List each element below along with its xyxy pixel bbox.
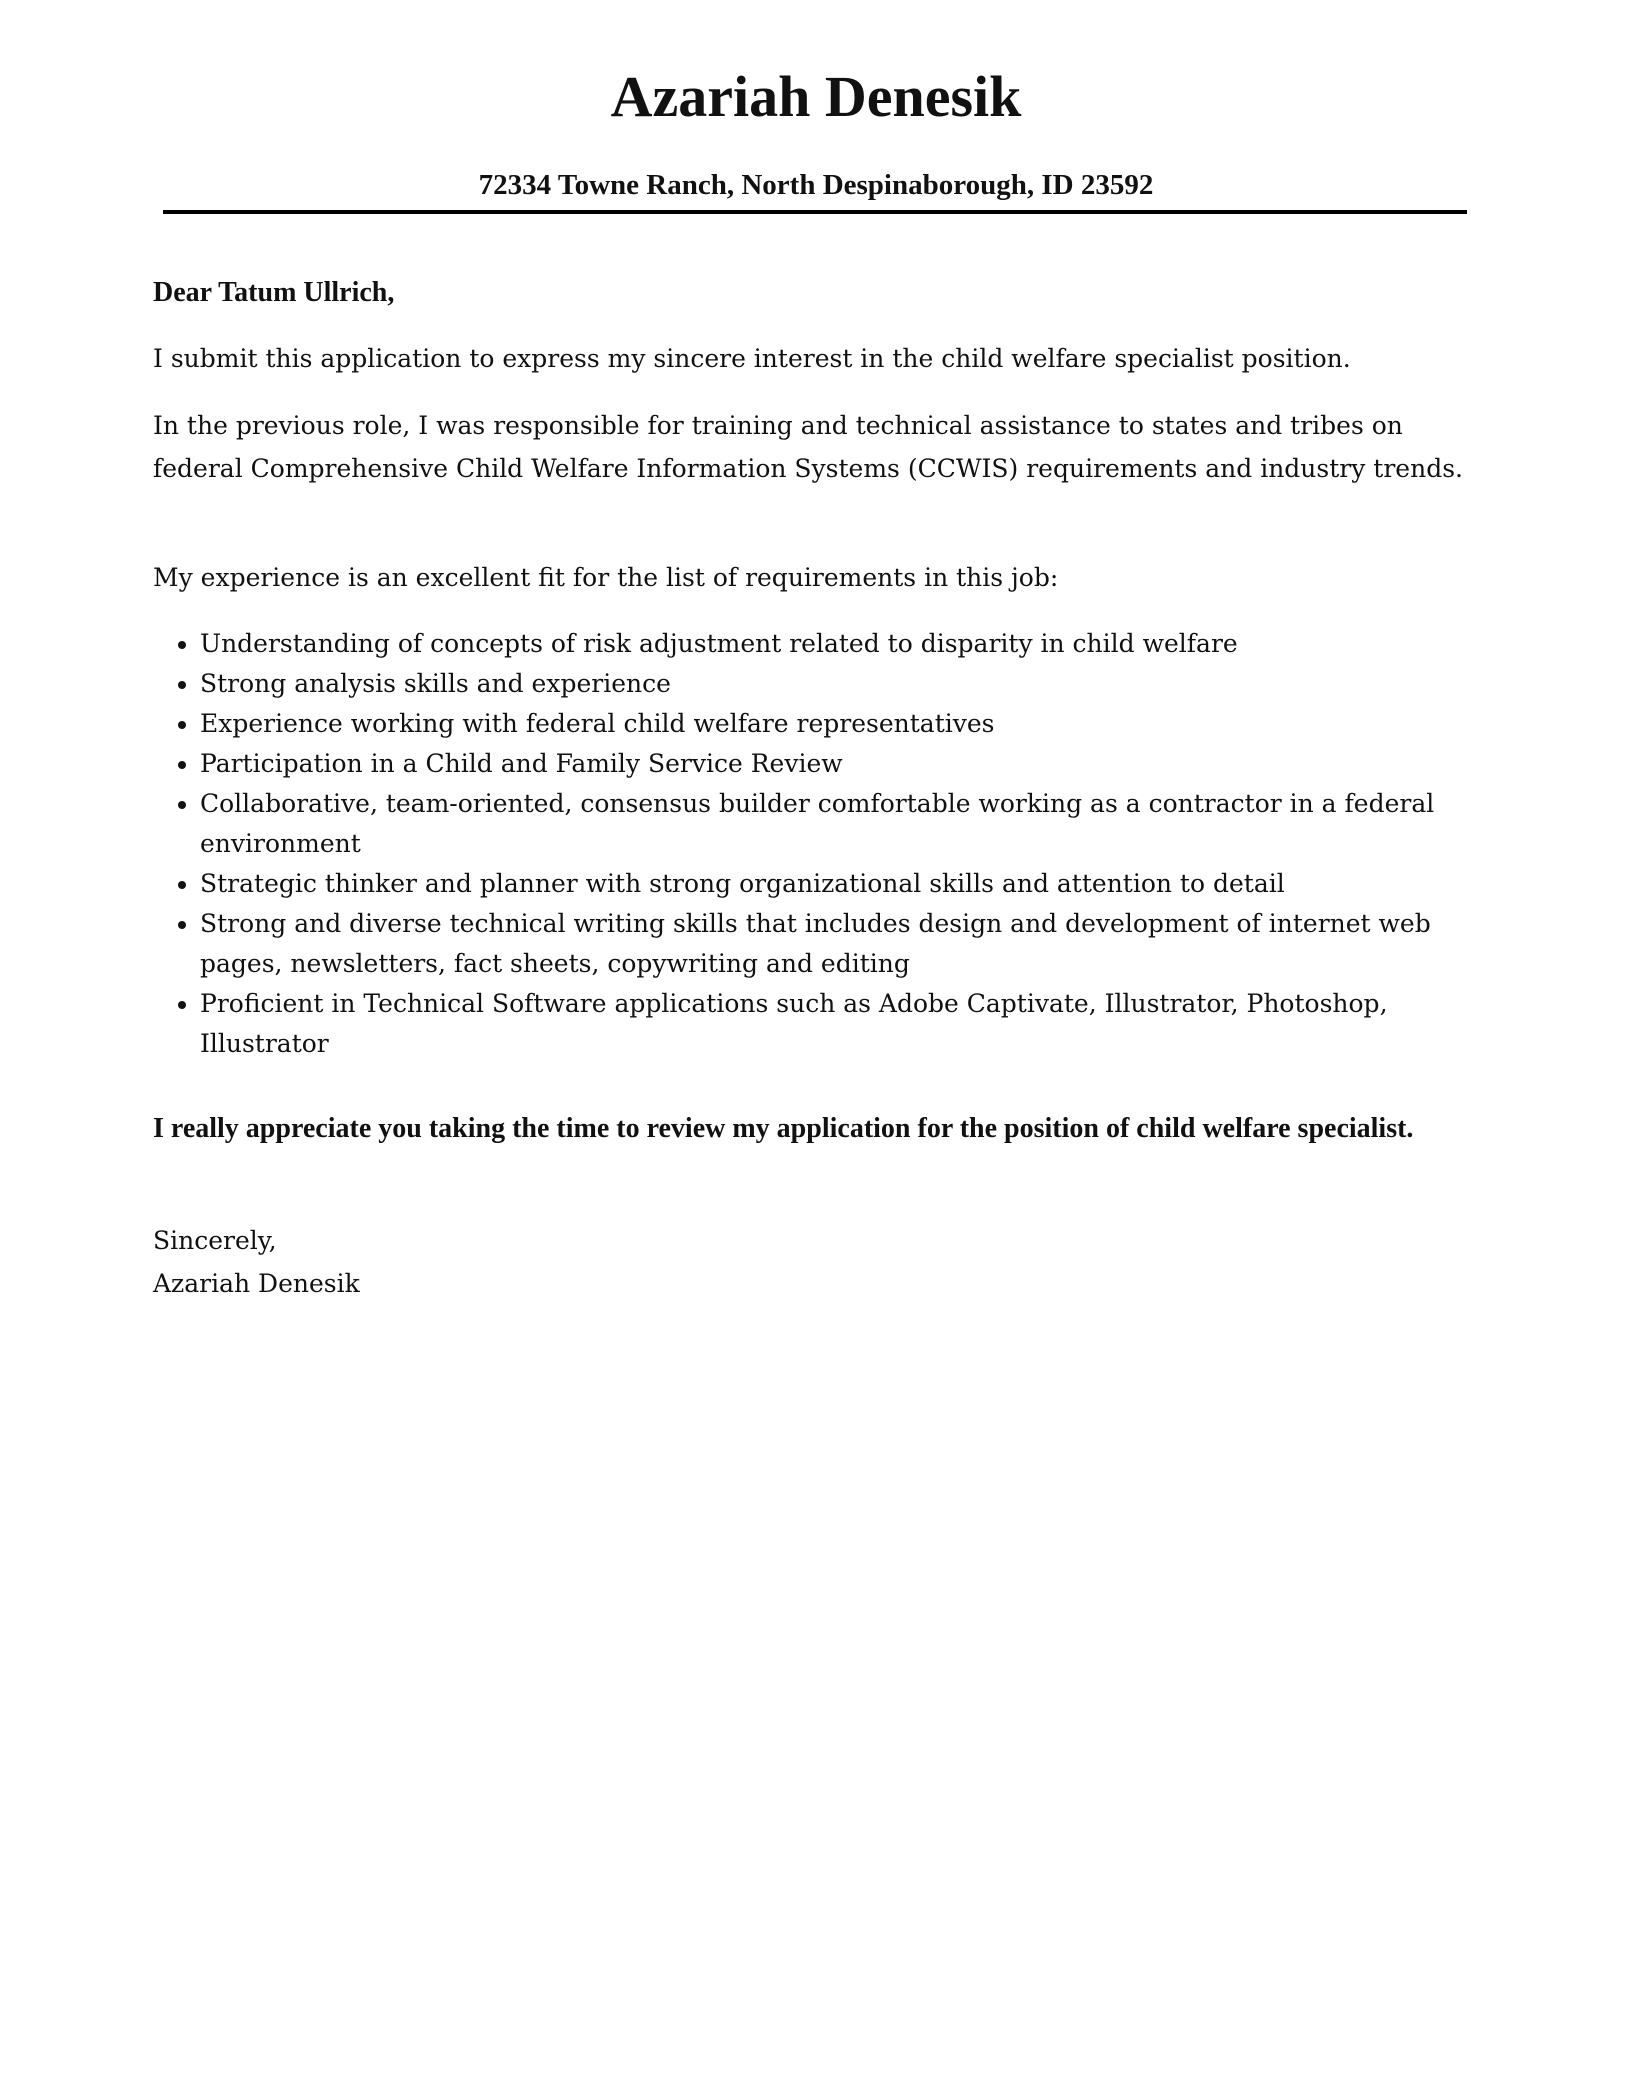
list-item: • Understanding of concepts of risk adjustment related to disparity in child welfare xyxy=(200,624,1483,664)
salutation: Dear Tatum Ullrich, xyxy=(153,277,395,308)
header-divider xyxy=(163,210,1467,214)
intro-paragraph: I submit this application to express my sincere interest in the child welfare specialist position. xyxy=(153,344,1351,373)
requirements-intro: My experience is an excellent fit for the list of requirements in this job: xyxy=(153,563,1059,592)
list-item: • Experience working with federal child welfare representatives xyxy=(200,704,1483,744)
applicant-name: Azariah Denesik xyxy=(610,64,1022,129)
closing-paragraph: I really appreciate you taking the time to review my application for the position of child welfare specialist. xyxy=(153,1113,1414,1144)
list-item: • Strong analysis skills and experience xyxy=(200,664,1483,704)
signature-block xyxy=(153,1219,1483,1305)
experience-paragraph: In the previous role, I was responsible for training and technical assistance to states and tribes on federal Comprehensive Child Welfare Information Systems (CCWIS) requirements and industry trends. xyxy=(153,411,1463,483)
list-item: • Strategic thinker and planner with strong organizational skills and attention to detail xyxy=(200,864,1483,904)
list-item: • Strong and diverse technical writing skills that includes design and development of internet web pages, newsletters, fact sheets, copywriting and editing xyxy=(200,904,1483,984)
list-item: • Participation in a Child and Family Service Review xyxy=(200,744,1483,784)
list-item: • Collaborative, team-oriented, consensus builder comfortable working as a contractor in a federal environment xyxy=(200,784,1483,864)
applicant-address: 72334 Towne Ranch, North Despinaborough, ID 23592 xyxy=(478,169,1154,201)
signature-name: Azariah Denesik xyxy=(153,1269,360,1298)
signoff: Sincerely, xyxy=(153,1226,277,1255)
requirements-list xyxy=(153,624,1483,1064)
list-item: • Proficient in Technical Software applications such as Adobe Captivate, Illustrator, Photoshop, Illustrator xyxy=(200,984,1483,1064)
